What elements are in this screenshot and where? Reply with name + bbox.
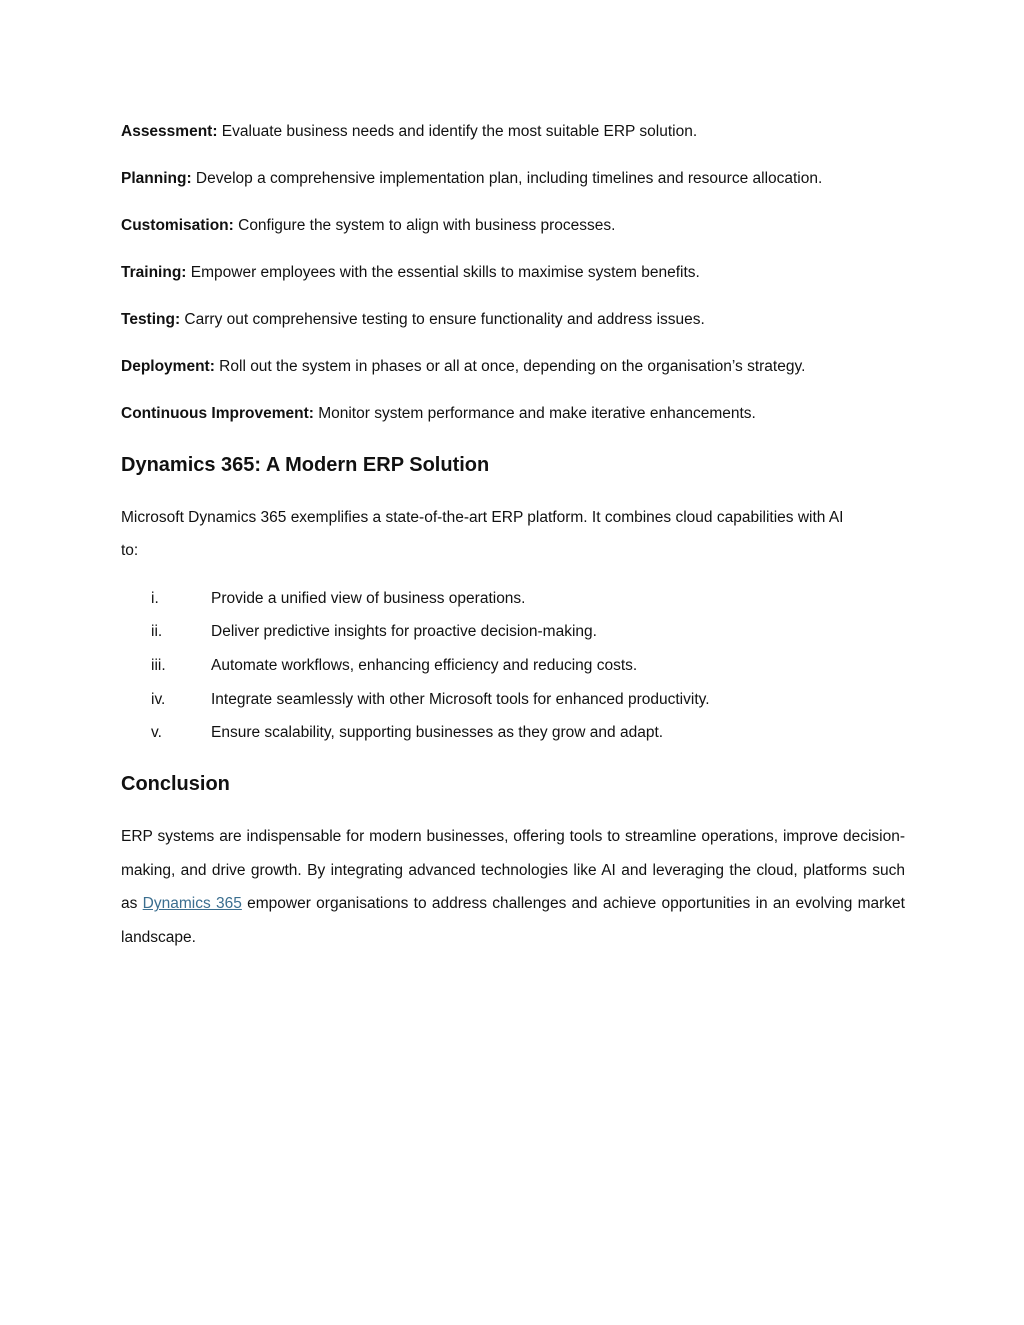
list-number: i.: [151, 590, 159, 607]
list-number: iv.: [151, 691, 166, 708]
step-label: Deployment:: [121, 358, 215, 375]
step-text: Roll out the system in phases or all at once, depending on the organisation’s strategy.: [214, 358, 806, 375]
step-label: Testing:: [121, 311, 181, 328]
step-planning: [121, 169, 905, 189]
conclusion-text-before-link: ERP systems are indispensable for modern businesses, offering tools to streamline operations, improve decision-making, and drive growth. By integrating advanced technologies like AI and leveraging the cloud, platforms such as: [121, 828, 905, 913]
list-text: Integrate seamlessly with other Microsoft tools for enhanced productivity.: [211, 691, 710, 708]
step-text: Empower employees with the essential skills to maximise system benefits.: [186, 264, 700, 281]
dynamics-365-link[interactable]: Dynamics 365: [142, 895, 242, 913]
dynamics-intro-line-1: Microsoft Dynamics 365 exemplifies a state-of-the-art ERP platform. It combines cloud capabilities with AI: [121, 509, 844, 526]
list-text: Provide a unified view of business operations.: [211, 590, 526, 607]
step-text: Evaluate business needs and identify the most suitable ERP solution.: [217, 123, 698, 140]
step-label: Continuous Improvement:: [121, 405, 314, 422]
step-label: Customisation:: [121, 217, 234, 234]
step-training: [121, 263, 905, 283]
step-label: Planning:: [121, 170, 192, 187]
step-text: Carry out comprehensive testing to ensure functionality and address issues.: [180, 311, 705, 328]
list-text: Deliver predictive insights for proactive decision-making.: [211, 623, 597, 640]
step-testing: [121, 310, 905, 330]
list-number: iii.: [151, 657, 166, 674]
dynamics-heading: Dynamics 365: A Modern ERP Solution: [121, 454, 490, 476]
step-deployment: [121, 357, 905, 377]
list-number: ii.: [151, 623, 163, 640]
conclusion-heading: Conclusion: [121, 773, 230, 795]
dynamics-intro-line-2: to:: [121, 542, 139, 559]
step-text: Monitor system performance and make iterative enhancements.: [313, 405, 756, 422]
step-text: Configure the system to align with business processes.: [233, 217, 616, 234]
step-customisation: [121, 216, 905, 236]
list-text: Ensure scalability, supporting businesses as they grow and adapt.: [211, 724, 664, 741]
list-number: v.: [151, 724, 162, 741]
conclusion-paragraph: [121, 820, 905, 955]
step-label: Assessment:: [121, 123, 218, 140]
step-assessment: [121, 122, 905, 142]
step-continuous-improvement: [121, 404, 905, 424]
step-text: Develop a comprehensive implementation plan, including timelines and resource allocation.: [191, 170, 823, 187]
step-label: Training:: [121, 264, 187, 281]
list-text: Automate workflows, enhancing efficiency and reducing costs.: [211, 657, 638, 674]
conclusion-text-after-link: empower organisations to address challenges and achieve opportunities in an evolving market landscape.: [121, 895, 905, 947]
